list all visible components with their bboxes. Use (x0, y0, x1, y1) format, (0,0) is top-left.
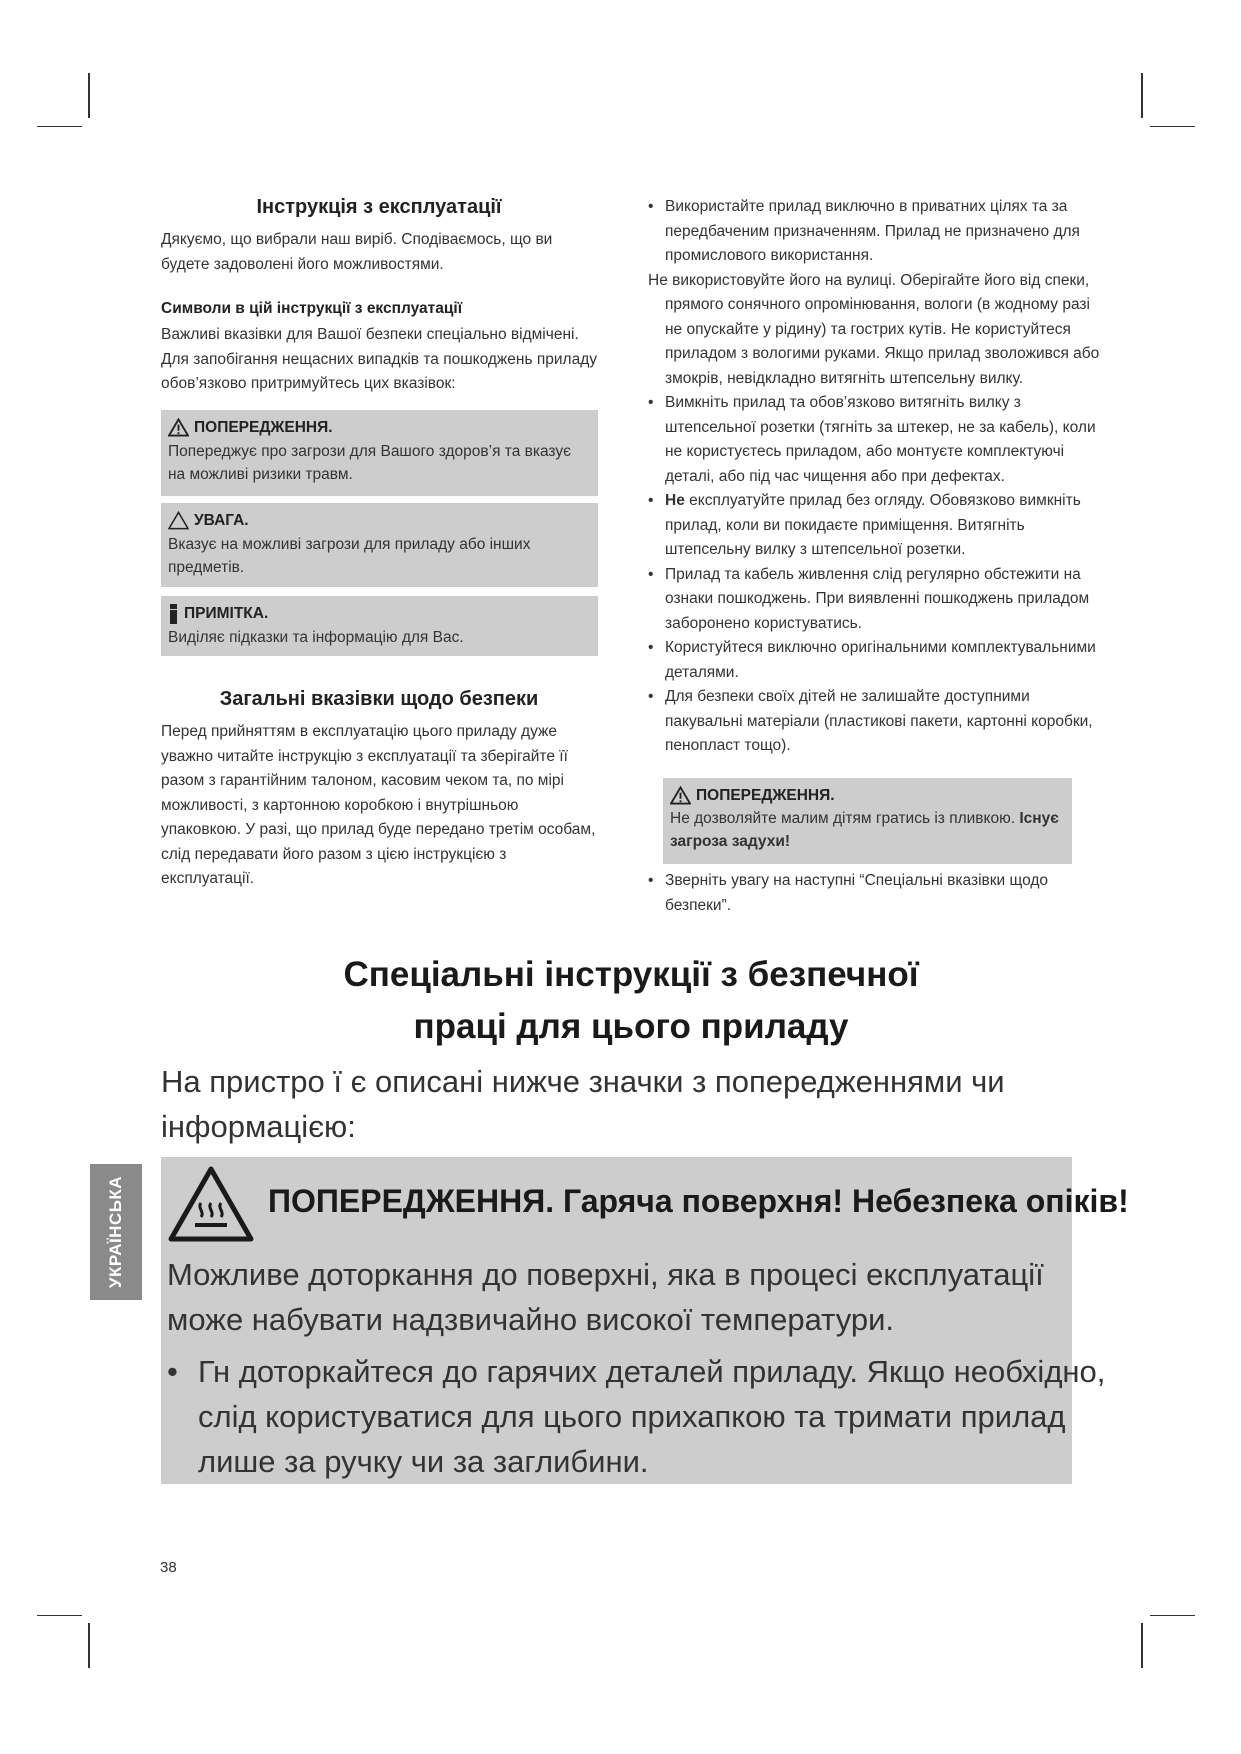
right-column-top (632, 195, 1102, 759)
crop-mark-br-h (1150, 1615, 1195, 1616)
note-box-title: ПРИМІТКА. (184, 605, 269, 622)
general-text: Перед прийняттям в експлуатацію цього приладу дуже уважно читайте інструкцію з експлуатації та зберігайте її разом з гарантійним талоном, касовим чеком та, по мірі можливості, з картонною коробкою і внутрішньою упаковкою. У разі, що прилад буде передано третім особам, слід передавати його разом з цією інструкцією з експлуатації. (161, 723, 596, 887)
caution-box-text: Вказує на можливі загрози для приладу або інших предметів. (168, 536, 531, 576)
crop-mark-bl-h (37, 1615, 82, 1616)
special-title (161, 949, 1101, 1053)
warning-triangle-icon (670, 786, 691, 805)
crop-mark-tl-v (88, 73, 90, 118)
outdoor-paragraph: Не використовуйте його на вулиці. Оберігайте його від спеки, прямого сонячного опромінювання, вологи (в жодному разі не опускайте у рідину) та гострих кутів. Не користуйтеся приладом з вологими руками. Якщо прилад зволожився або змокрів, невідкладно витягніть штепсельну вилку. (648, 271, 1100, 387)
list-item: • Користуйтеся виключно оригінальними комплектувальними деталями. (648, 639, 1096, 681)
symbols-text: Важливі вказівки для Вашої безпеки спеціально відмічені. Для запобігання нещасних випадків та пошкоджень приладу обов’язково притримуйтесь цих вказівок: (161, 326, 597, 392)
general-section (161, 688, 597, 892)
special-title-line2: праці для цього приладу (413, 1007, 849, 1046)
warning-triangle-icon (168, 418, 189, 437)
symbols-heading: Символи в цій інструкції з експлуатації (161, 300, 463, 317)
intro-text: Дякуємо, що вибрали наш виріб. Сподіваємось, що ви будете задоволені його можливостями. (161, 231, 553, 273)
caution-triangle-icon (168, 511, 189, 530)
caution-box (161, 503, 598, 587)
bullet-dot: • (167, 1354, 178, 1389)
general-heading: Загальні вказівки щодо безпеки (219, 688, 539, 710)
special-title-line1: Спеціальні інструкції з безпечної (343, 955, 919, 994)
list-item: • Прилад та кабель живлення слід регулярно обстежити на ознаки пошкоджень. При виявленні пошкоджень приладом заборонено користуватись. (648, 565, 1090, 632)
list-item: • Не експлуатуйте прилад без огляду. Обовязково вимкніть прилад, коли ви покидаєте приміщення. Витягніть штепсельну вилку з штепсельної розетки. (648, 492, 1081, 558)
crop-mark-tl-h (37, 126, 82, 127)
manual-title: Інструкція з експлуатації (256, 196, 502, 218)
special-intro: На пристро ї є описані нижче значки з попередженнями чи інформацією: (161, 1064, 1005, 1144)
bullet-list-2 (632, 391, 1102, 759)
crop-mark-tr-h (1150, 126, 1195, 127)
list-item: • Для безпеки своїх дітей не залишайте доступними пакувальні матеріали (пластикові пакети, картонні коробки, пенопласт тощо). (648, 688, 1093, 754)
warning-box-text: Попереджує про загрози для Вашого здоров’я та вказує на можливі ризики травм. (168, 443, 572, 483)
list-item: • Зверніть увагу на наступні “Спеціальні вказівки щодо безпеки”. (648, 872, 1049, 914)
info-icon (168, 604, 179, 624)
bullet-list-3 (632, 869, 1102, 918)
left-column (161, 196, 597, 397)
hot-surface-icon (167, 1165, 255, 1243)
hot-surface-title: ПОПЕРЕДЖЕННЯ. Гаряча поверхня! Небезпека опіків! (268, 1183, 1129, 1219)
child-warning-text: Не дозволяйте малим дітям гратись із пливкою. Існує загроза задухи! (670, 810, 1059, 850)
language-side-tab (90, 1164, 142, 1300)
page-number: 38 (160, 1559, 177, 1576)
crop-mark-br-v (1141, 1623, 1143, 1668)
warning-box (161, 410, 598, 496)
caution-box-title: УВАГА. (194, 512, 249, 529)
list-item: • Вимкніть прилад та обов’язково витягніть вилку з штепсельної розетки (тягніть за штекер, не за кабель), коли не користуєтесь приладом, або монтуєте комплектуючі деталі, або під час чищення або при дефектах. (648, 394, 1096, 485)
right-column-bottom (632, 869, 1102, 918)
hot-surface-bullet: • Гн доторкайтеся до гарячих деталей приладу. Якщо необхідно, слід користуватися для цього прихапкою та тримати прилад лише за ручку чи за заглибини. (167, 1349, 1112, 1484)
bullet-list-1 (632, 195, 1102, 269)
note-box (161, 596, 598, 656)
crop-mark-tr-v (1141, 73, 1143, 118)
language-side-tab-label: УКРАЇНСЬКА (106, 1175, 125, 1289)
list-item: • Використайте прилад виключно в приватних цілях та за передбаченим призначенням. Прилад не призначено для промислового використання. (648, 198, 1080, 264)
note-box-text: Виділяє підказки та інформацію для Вас. (168, 629, 464, 646)
hot-surface-text: Можливе доторкання до поверхні, яка в процесі експлуатації може набувати надзвичайно високої температури. (167, 1257, 1044, 1337)
child-warning-box (663, 778, 1072, 864)
warning-box-title: ПОПЕРЕДЖЕННЯ. (194, 419, 333, 436)
crop-mark-bl-v (88, 1623, 90, 1668)
child-warning-title: ПОПЕРЕДЖЕННЯ. (696, 787, 835, 804)
